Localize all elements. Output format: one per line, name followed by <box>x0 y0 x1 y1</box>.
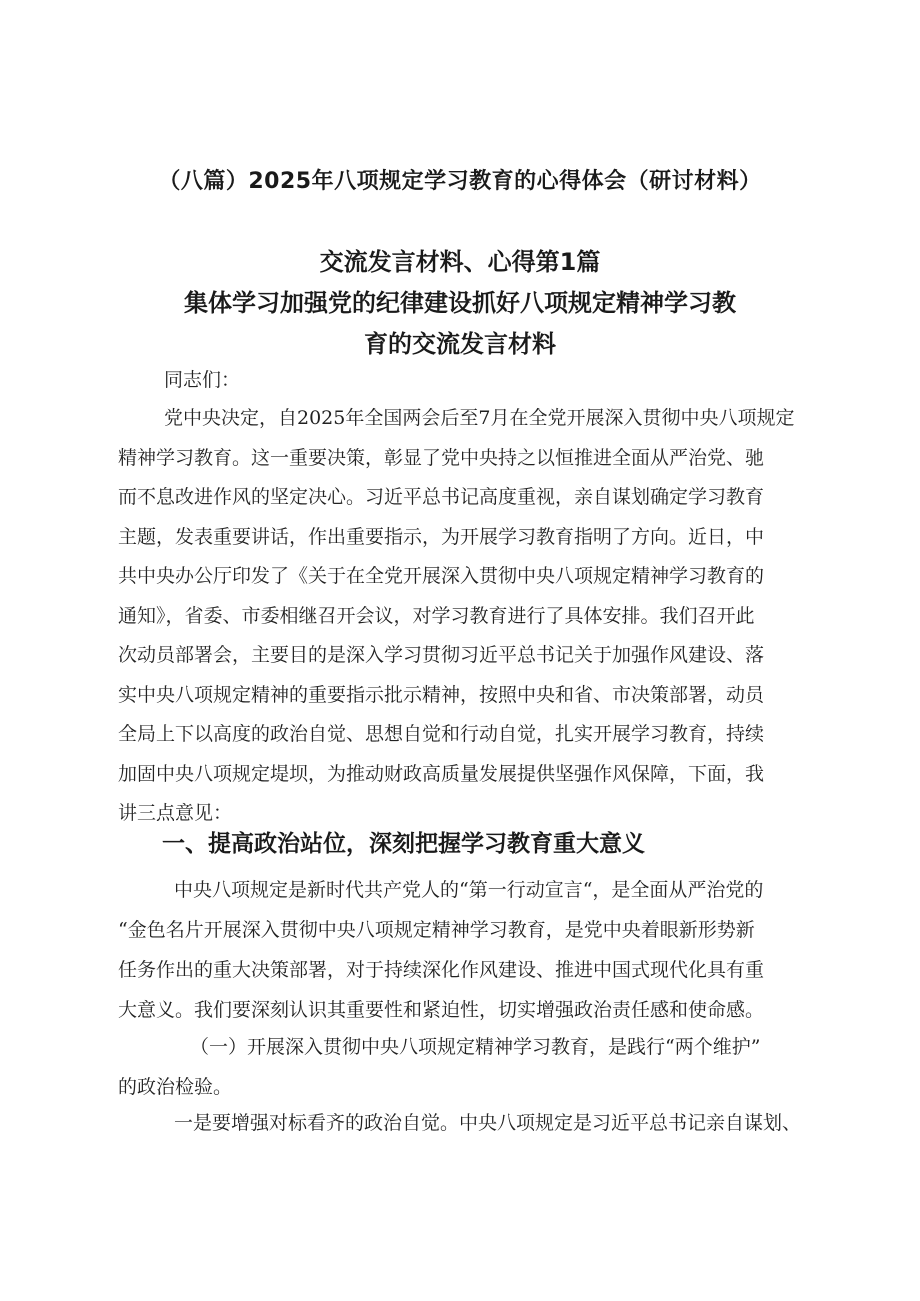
article-heading-line: 育的交流发言材料 <box>364 330 556 358</box>
paragraph-line: 任务作出的重大决策部署，对于持续深化作风建设、推进中国式现代化具有重 <box>118 959 765 981</box>
paragraph-line: 加固中央八项规定堤坝，为推动财政高质量发展提供坚强作风保障，下面，我 <box>118 762 765 785</box>
paragraph-intro <box>118 399 808 834</box>
paragraph-line: 大意义。我们要深刻认识其重要性和紧迫性，切实增强政治责任感和使命感。 <box>118 999 765 1021</box>
article-heading-line: 交流发言材料、心得第1篇 <box>319 248 601 276</box>
section-heading: 一、提高政治站位，深刻把握学习教育重大意义 <box>162 831 645 857</box>
paragraph-line: 主题，发表重要讲话，作出重要指示，为开展学习教育指明了方向。近日，中 <box>118 525 765 548</box>
paragraph-line: 实中央八项规定精神的重要指示批示精神，按照中央和省、市决策部署，动员 <box>118 683 765 706</box>
paragraph-line: 精神学习教育。这一重要决策，彰显了党中央持之以恒推进全面从严治党、驰 <box>118 446 765 469</box>
salutation: 同志们： <box>164 369 241 391</box>
subsection-heading <box>118 1027 760 1107</box>
paragraph-line: 党中央决定，自2025年全国两会后至7月在全党开展深入贯彻中央八项规定 <box>164 407 795 429</box>
paragraph-line: 共中央办公厅印发了《关于在全党开展深入贯彻中央八项规定精神学习教育的 <box>118 565 765 587</box>
paragraph-line: “金色名片开展深入贯彻中央八项规定精神学习教育，是党中央着眼新形势新 <box>118 919 755 941</box>
subsection-heading-line: 的政治检验。 <box>118 1076 233 1098</box>
paragraph-line: 讲三点意见： <box>118 802 233 824</box>
article-heading <box>0 242 920 365</box>
article-heading-line: 集体学习加强党的纪律建设抓好八项规定精神学习教 <box>184 289 736 317</box>
paragraph-section1 <box>118 870 808 1030</box>
paragraph-line: 通知》，省委、市委相继召开会议，对学习教育进行了具体安排。我们召开此 <box>118 604 755 627</box>
paragraph-line: 次动员部署会，主要目的是深入学习贯彻习近平总书记关于加强作风建设、落 <box>118 644 765 666</box>
subsection-heading-line: （一）开展深入贯彻中央八项规定精神学习教育，是践行“两个维护” <box>190 1036 761 1058</box>
paragraph-line: 而不息改进作风的坚定决心。习近平总书记高度重视，亲自谋划确定学习教育 <box>118 486 765 508</box>
paragraph-point-one: 一是要增强对标看齐的政治自觉。中央八项规定是习近平总书记亲自谋划、 <box>174 1112 802 1134</box>
paragraph-line: 全局上下以高度的政治自觉、思想自觉和行动自觉，扎实开展学习教育，持续 <box>118 723 765 745</box>
paragraph-line: 中央八项规定是新时代共产党人的“第一行动宣言“，是全面从严治党的 <box>174 879 764 901</box>
document-title: （八篇）2025年八项规定学习教育的心得体会（研讨材料） <box>158 169 762 194</box>
